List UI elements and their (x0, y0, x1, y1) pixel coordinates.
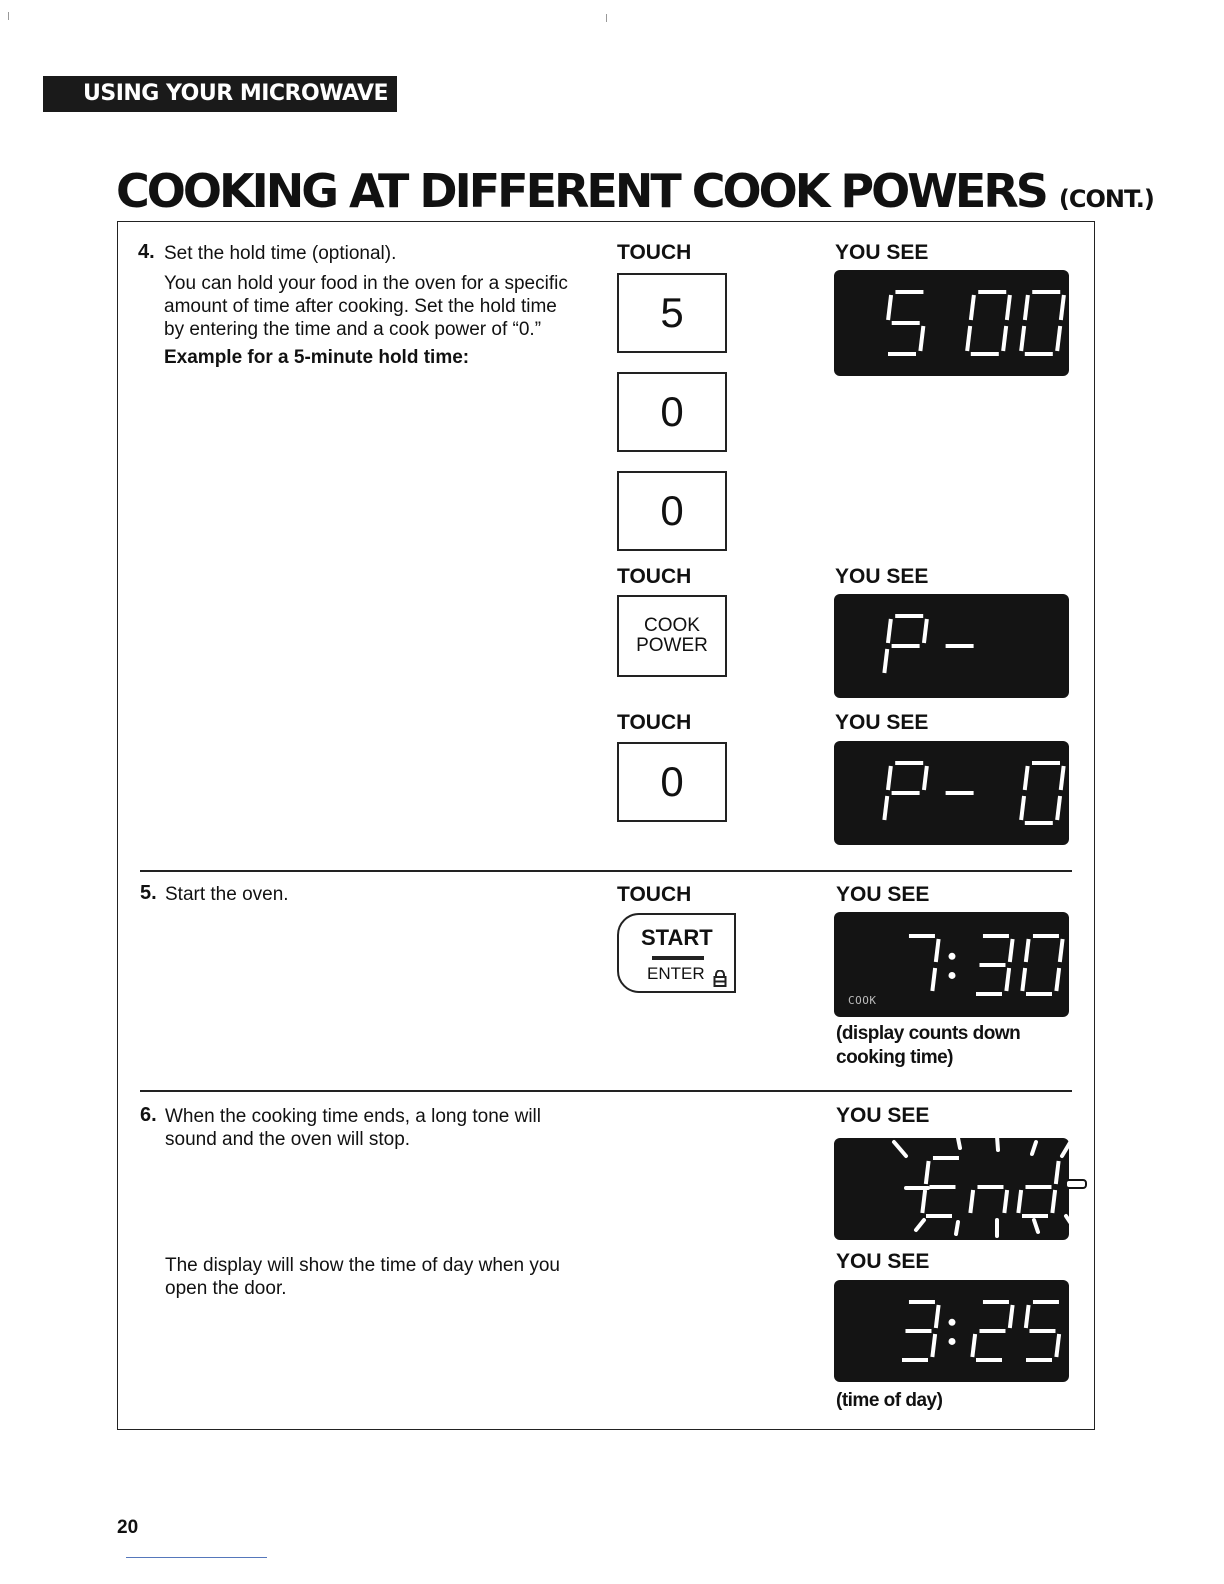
you-see-heading: YOU SEE (836, 1250, 930, 1273)
step-divider (140, 870, 1072, 872)
segment-c (1004, 1190, 1007, 1213)
scan-mark (8, 12, 9, 20)
segment-f (926, 1161, 929, 1184)
segment-b (1010, 939, 1013, 962)
display-power-zero (834, 741, 1069, 845)
display-hold-time (834, 270, 1069, 376)
segment-dot (949, 1338, 956, 1345)
cook-indicator: COOK (848, 994, 877, 1007)
lock-icon (713, 970, 727, 987)
step-divider (140, 1090, 1072, 1092)
page-title-main: COOKING AT DIFFERENT COOK POWERS (116, 164, 1046, 218)
seg-digits (834, 1138, 1069, 1240)
you-see-heading: YOU SEE (835, 711, 929, 734)
flash-ray (958, 1138, 960, 1148)
segment-b (1061, 295, 1064, 320)
segment-f (888, 295, 891, 320)
segment-dot (949, 972, 956, 979)
flash-ray (997, 1136, 998, 1150)
segment-e (970, 1190, 973, 1213)
start-enter-button[interactable] (617, 913, 736, 993)
touch-heading: TOUCH (617, 711, 692, 734)
segment-c (932, 1334, 935, 1357)
step-4-text: Set the hold time (optional). (164, 243, 397, 264)
segment-b (936, 1305, 939, 1328)
number-0-button[interactable]: 0 (617, 471, 727, 551)
flash-ray (1034, 1220, 1038, 1232)
segment-dot (949, 953, 956, 960)
segment-f (888, 619, 891, 643)
touch-heading: TOUCH (617, 883, 692, 906)
seg-digits (834, 741, 1069, 845)
segment-b (1010, 1305, 1013, 1328)
step-6-detail-1: The display will show the time of day when you (165, 1255, 560, 1276)
segment-b (1061, 766, 1064, 790)
segment-e (1021, 796, 1024, 820)
segment-e (884, 796, 887, 820)
step-4-number: 4. (138, 241, 155, 263)
segment-e (1022, 968, 1025, 991)
segment-c (932, 968, 935, 991)
segment-text (888, 292, 1064, 354)
touch-heading: TOUCH (617, 565, 692, 588)
segment-c (1057, 326, 1060, 351)
display-time-of-day (834, 1280, 1069, 1382)
segment-b (924, 619, 927, 643)
touch-heading: TOUCH (617, 241, 692, 264)
segment-e (972, 1334, 975, 1357)
segment-e (1021, 326, 1024, 351)
you-see-heading: YOU SEE (835, 565, 929, 588)
segment-f (888, 766, 891, 790)
segment-e (1018, 1190, 1021, 1213)
step-5-number: 5. (140, 882, 157, 904)
countdown-caption-1: (display counts down (836, 1023, 1021, 1044)
page-number: 20 (117, 1517, 139, 1538)
segment-c (920, 326, 923, 351)
segment-f (1025, 295, 1028, 320)
segment-b (1056, 1161, 1059, 1184)
segment-f (1026, 939, 1029, 962)
number-0-button[interactable]: 0 (617, 742, 727, 822)
segment-f (971, 295, 974, 320)
flash-ray (1032, 1142, 1036, 1154)
you-see-heading: YOU SEE (836, 1104, 930, 1127)
segment-e (967, 326, 970, 351)
segment-c (1056, 1334, 1059, 1357)
step-6-number: 6. (140, 1104, 157, 1126)
step-6-text-2: sound and the oven will stop. (165, 1129, 411, 1150)
segment-text (902, 1302, 1059, 1360)
step-4-detail-3: by entering the time and a cook power of “0.” (164, 319, 542, 340)
step-4-detail-1: You can hold your food in the oven for a specific (164, 273, 568, 294)
display-power-prompt (834, 594, 1069, 698)
step-5-text: Start the oven. (165, 884, 289, 905)
seg-digits (834, 594, 1069, 698)
you-see-heading: YOU SEE (836, 883, 930, 906)
display-countdown (834, 912, 1069, 1017)
start-label: START (641, 925, 713, 950)
number-5-button[interactable]: 5 (617, 273, 727, 353)
seg-digits (834, 1280, 1069, 1382)
segment-e (884, 649, 887, 673)
you-see-heading: YOU SEE (835, 241, 929, 264)
page-title-suffix: (CONT.) (1058, 185, 1154, 213)
enter-label: ENTER (647, 964, 705, 983)
step-6-detail-2: open the door. (165, 1278, 287, 1299)
segment-c (1006, 968, 1009, 991)
segment-b (1007, 295, 1010, 320)
flash-ray (916, 1220, 924, 1230)
flash-ray (894, 1142, 906, 1156)
cook-power-line-2: POWER (636, 635, 708, 656)
segment-b (924, 766, 927, 790)
time-of-day-caption: (time of day) (836, 1390, 943, 1411)
segment-f (1026, 1305, 1029, 1328)
step-4-detail-2: amount of time after cooking. Set the hold time (164, 296, 557, 317)
step-4-example: Example for a 5-minute hold time: (164, 347, 470, 368)
segment-c (1057, 796, 1060, 820)
segment-c (1056, 968, 1059, 991)
segment-text (884, 616, 973, 673)
number-0-button[interactable]: 0 (617, 372, 727, 452)
segment-b (1060, 939, 1063, 962)
flash-ray (956, 1222, 958, 1234)
cook-power-line-1: COOK (644, 615, 700, 636)
segment-text (909, 936, 1063, 994)
page-title (116, 164, 1154, 218)
segment-text (922, 1158, 1058, 1216)
cook-power-button[interactable] (617, 595, 727, 677)
segment-c (1003, 326, 1006, 351)
step-6-text-1: When the cooking time ends, a long tone will (165, 1106, 541, 1127)
segment-dot (949, 1319, 956, 1326)
segment-b (936, 939, 939, 962)
countdown-caption-2: cooking time) (836, 1047, 954, 1068)
segment-e (922, 1190, 925, 1213)
display-end (834, 1138, 1069, 1240)
scan-mark (606, 14, 607, 22)
section-banner: USING YOUR MICROWAVE OVEN (43, 76, 397, 112)
seg-digits (834, 270, 1069, 376)
segment-c (1052, 1190, 1055, 1213)
start-divider (652, 956, 704, 960)
footer-line (126, 1557, 267, 1558)
flash-ray (1066, 1180, 1086, 1188)
segment-text (884, 763, 1063, 823)
segment-f (1025, 766, 1028, 790)
